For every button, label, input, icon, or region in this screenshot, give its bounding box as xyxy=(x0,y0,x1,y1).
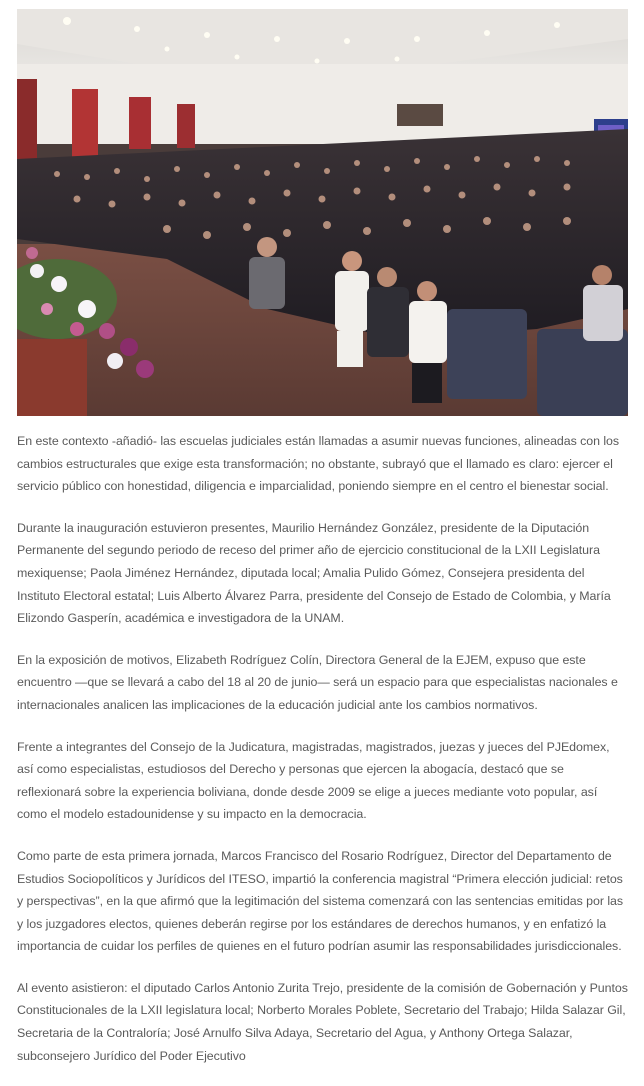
article-body xyxy=(17,430,629,1086)
paragraph: Durante la inauguración estuvieron presentes, Maurilio Hernández González, presidente de la Diputación Permanente del segundo periodo de receso del primer año de ejercicio constitucional de la LXII Legislatura mexiquense; Paola Jiménez Hernández, diputada local; Amalia Pulido Gómez, Consejera presidenta del Instituto Electoral estatal; Luis Alberto Álvarez Parra, presidente del Consejo de Estado de Colombia, y María Elizondo Gasperín, académica e investigadora de la UNAM. xyxy=(17,520,611,626)
event-photo xyxy=(17,9,628,416)
paragraph: En este contexto -añadió- las escuelas judiciales están llamadas a asumir nuevas funciones, alineadas con los cambios estructurales que exige esta transformación; no obstante, subrayó que el llamado es claro: ejercer el servicio público con honestidad, diligencia e imparcialidad, poniendo siempre en el centro el bienestar social. xyxy=(17,434,620,494)
paragraph: Frente a integrantes del Consejo de la Judicatura, magistradas, magistrados, juezas y jueces del PJEdomex, así como especialistas, estudiosos del Derecho y personas que ejercen la abogacía, destacó que se reflexionará sobre la experiencia boliviana, donde desde 2009 se elige a jueces mediante voto popular, así como el modelo estadounidense y su impacto en la democracia. xyxy=(17,739,610,822)
paragraph: En la exposición de motivos, Elizabeth Rodríguez Colín, Directora General de la EJEM, expuso que este encuentro —que se llevará a cabo del 18 al 20 de junio— será un espacio para que especialistas nacionales e internacionales analicen las implicaciones de la educación judicial ante los cambios normativos. xyxy=(17,652,618,712)
paragraph: Al evento asistieron: el diputado Carlos Antonio Zurita Trejo, presidente de la comisión de Gobernación y Puntos Constitucionales de la LXII legislatura local; Norberto Morales Poblete, Secretario del Trabajo; Hilda Salazar Gil, Secretaria de la Contraloría; José Arnulfo Silva Adaya, Secretario del Agua, y Anthony Ortega Salazar, subconsejero Jurídico del Poder Ejecutivo xyxy=(17,980,628,1063)
paragraph: Como parte de esta primera jornada, Marcos Francisco del Rosario Rodríguez, Director del Departamento de Estudios Sociopolíticos y Jurídicos del ITESO, impartió la conferencia magistral “Primera elección judicial: retos y perspectivas”, en la que afirmó que la legitimación del sistema comenzará con las sentencias emitidas por las y los juzgadores electos, quienes deberán regirse por los estándares de derechos humanos, y en enfatizó la importancia de cuidar los perfiles de quienes en el futuro podrían asumir las responsabilidades jurisdiccionales. xyxy=(17,848,624,954)
auditorium-photo-icon xyxy=(17,9,628,416)
